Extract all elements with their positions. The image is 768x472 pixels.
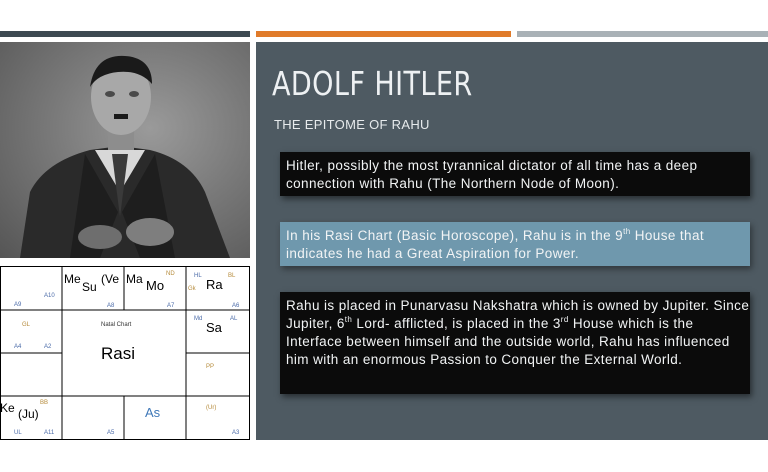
chart-label: A3 xyxy=(232,430,240,436)
detail-text-start: Rahu is placed in Punarvasu Nakshatra which is owned by Jupiter. Since Jupiter, 6 xyxy=(286,298,750,331)
planet-ma: Ma xyxy=(126,272,143,286)
top-accent-bar-dark xyxy=(0,31,250,37)
chart-label: A4 xyxy=(14,344,22,350)
text-box-detail xyxy=(280,292,750,394)
chart-center-label: Rasi xyxy=(101,344,136,363)
chart-label: A11 xyxy=(44,430,55,436)
planet-ve: (Ve xyxy=(101,272,120,286)
top-accent-bar-gray xyxy=(517,31,768,37)
detail-text-end: House which is the Interface between himself and the outside world, Rahu has influenced him with an enormous Passion to Conquer the External World. xyxy=(286,316,730,367)
planet-su: Su xyxy=(82,280,97,294)
page-subtitle: THE EPITOME OF RAHU xyxy=(274,117,430,132)
chart-label: Md xyxy=(194,316,203,322)
page-title: ADOLF HITLER xyxy=(272,64,473,103)
portrait-illustration xyxy=(0,42,250,258)
chart-caption: Natal Chart xyxy=(101,322,132,328)
planet-mo: Mo xyxy=(146,278,165,293)
portrait-photo xyxy=(0,42,250,258)
text-box-intro xyxy=(280,152,750,196)
chart-label: AL xyxy=(230,316,238,322)
planet-ra: Ra xyxy=(206,277,223,292)
ascendant-label: As xyxy=(145,405,161,420)
ordinal-suffix: th xyxy=(623,227,631,236)
chart-label: (Ur) xyxy=(206,405,217,411)
chart-label: ND xyxy=(166,271,175,277)
chart-label: Gk xyxy=(188,286,196,292)
chart-label: HL xyxy=(194,273,202,279)
chart-label: PP xyxy=(206,364,215,370)
chart-label: A10 xyxy=(44,293,55,299)
text-box-highlight xyxy=(280,222,750,266)
detail-text-middle: Lord- afflicted, is placed in the 3 xyxy=(352,316,561,331)
planet-me: Me xyxy=(64,272,81,286)
planet-ke: Ke xyxy=(0,401,15,415)
chart-label: A2 xyxy=(44,344,52,350)
planet-ju: (Ju) xyxy=(18,407,39,421)
rasi-text-end: House that indicates he had a Great Aspiration for Power. xyxy=(286,228,705,261)
planet-sa: Sa xyxy=(206,320,222,335)
ordinal-suffix: th xyxy=(344,315,353,324)
chart-label: A8 xyxy=(107,303,115,309)
chart-label: UL xyxy=(14,430,22,436)
chart-label: BB xyxy=(40,400,49,406)
chart-label: A9 xyxy=(14,302,22,308)
top-accent-bar-orange xyxy=(256,31,511,37)
natal-chart xyxy=(0,266,250,440)
chart-label: GL xyxy=(22,322,31,328)
intro-text: Hitler, possibly the most tyrannical dictator of all time has a deep connection with Rahu (The Northern Node of Moon). xyxy=(286,158,698,191)
rasi-text-start: In his Rasi Chart (Basic Horoscope), Rahu is in the 9 xyxy=(286,228,624,243)
ordinal-suffix: rd xyxy=(560,315,569,324)
chart-label: A6 xyxy=(232,303,240,309)
content-panel xyxy=(256,42,768,440)
chart-label: BL xyxy=(228,273,236,279)
chart-label: A5 xyxy=(107,430,115,436)
chart-label: A7 xyxy=(167,303,175,309)
